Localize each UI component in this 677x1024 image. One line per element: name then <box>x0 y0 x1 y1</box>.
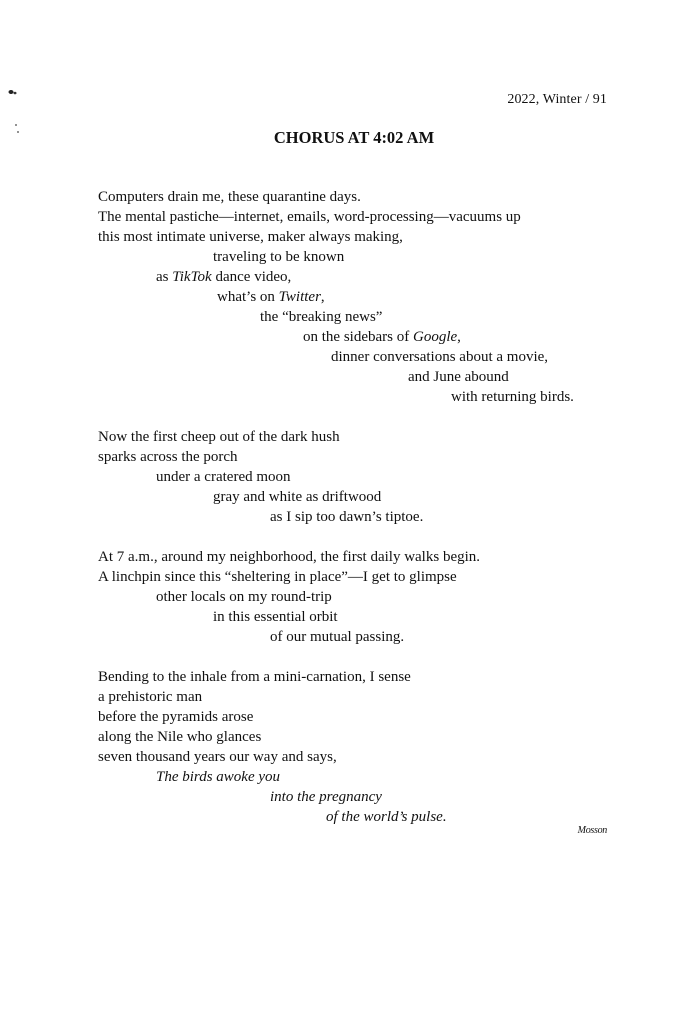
poem-line <box>98 327 618 347</box>
poem-line: The mental pastiche—internet, emails, word-processing—vacuums up <box>98 209 521 225</box>
poem-line-text: on the sidebars of <box>303 329 413 345</box>
stanza-2 <box>98 427 618 527</box>
poem-line: into the pregnancy <box>270 789 382 805</box>
poem-line-italic: Google <box>412 329 458 345</box>
poem-line: Now the first cheep out of the dark hush <box>98 429 340 445</box>
stanza-3 <box>98 547 618 647</box>
poem-line: seven thousand years our way and says, <box>98 749 337 765</box>
poem-line-italic: Twitter <box>278 289 321 305</box>
poem-line: and June abound <box>408 369 509 385</box>
poem-line-italic: TikTok <box>172 269 212 285</box>
stanza-1 <box>98 187 618 407</box>
poem-line <box>98 267 618 287</box>
poem-line: traveling to be known <box>213 249 345 265</box>
scan-speck-mark <box>8 89 17 95</box>
poem-line-text: , <box>457 329 461 345</box>
poem-line: gray and white as driftwood <box>213 489 382 505</box>
poem-line: The birds awoke you <box>156 769 281 785</box>
poem-line: dinner conversations about a movie, <box>331 349 549 365</box>
poem-line: At 7 a.m., around my neighborhood, the first daily walks begin. <box>98 549 481 565</box>
poem-line-text: dance video, <box>211 269 292 285</box>
author-signature: Mosson <box>577 825 607 836</box>
poem-line: before the pyramids arose <box>98 709 254 725</box>
poem-body <box>98 187 618 847</box>
poem-line: Bending to the inhale from a mini-carnation, I sense <box>98 669 411 685</box>
poem-line-text: , <box>320 289 325 305</box>
poem-line: in this essential orbit <box>213 609 338 625</box>
poem-line <box>98 287 618 307</box>
poem-line: under a cratered moon <box>156 469 291 485</box>
poem-line: the “breaking news” <box>260 309 383 325</box>
poem-line: A linchpin since this “sheltering in place”—I get to glimpse <box>98 569 457 585</box>
poem-line: of the world’s pulse. <box>326 809 447 825</box>
poem-line: with returning birds. <box>451 389 574 405</box>
poem-line: as I sip too dawn’s tiptoe. <box>270 509 424 525</box>
poem-line: of our mutual passing. <box>270 629 405 645</box>
poem-line-text: as <box>156 269 173 285</box>
poem-title: CHORUS AT 4:02 AM <box>273 128 435 147</box>
issue-header: 2022, Winter / 91 <box>507 92 607 107</box>
poem-line-text: what’s on <box>217 289 279 305</box>
poem-line: other locals on my round-trip <box>156 589 332 605</box>
poem-line: Computers drain me, these quarantine days. <box>98 189 361 205</box>
stanza-4 <box>98 667 618 827</box>
poem-line: sparks across the porch <box>98 449 238 465</box>
poem-line: a prehistoric man <box>98 689 203 705</box>
poem-line: along the Nile who glances <box>98 729 262 745</box>
poem-line: this most intimate universe, maker always making, <box>98 229 403 245</box>
